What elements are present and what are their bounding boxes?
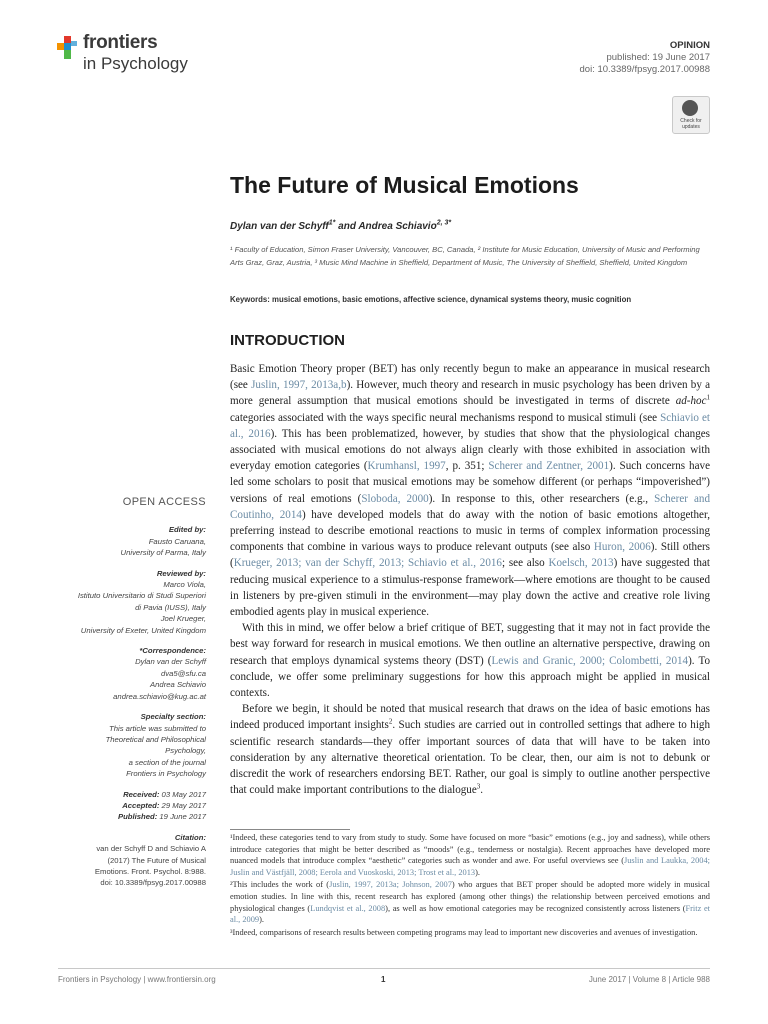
article-title: The Future of Musical Emotions xyxy=(230,172,579,198)
text-run: ). xyxy=(475,867,480,877)
published-label: Published: xyxy=(117,812,158,822)
citation-link[interactable]: Fritz et al., 2009 xyxy=(230,903,710,925)
authors xyxy=(230,221,451,232)
citation-link[interactable]: Koelsch, 2013 xyxy=(548,557,614,570)
text-run: ). Still others ( xyxy=(230,541,711,570)
keywords: Keywords: musical emotions, basic emotions, affective science, dynamical systems theory, music cognition xyxy=(230,295,632,304)
citation-link[interactable]: Juslin, 1997, 2013a,b xyxy=(251,379,347,392)
citation-link[interactable]: Scherer and Zentner, 2001 xyxy=(488,460,610,473)
citation-line[interactable]: doi: 10.3389/fpsyg.2017.00988 xyxy=(100,878,206,888)
citation xyxy=(58,832,206,889)
accepted-date: 29 May 2017 xyxy=(159,800,206,810)
frontiers-logo-icon xyxy=(57,36,79,60)
footnote-2 xyxy=(230,879,710,925)
footnote-divider xyxy=(230,829,350,830)
text-run: ¹Indeed, these categories tend to vary from study to study. Some have focused on more “basic” emotions (e.g., joy and sadness), while others introduce categories that might be better described as “moods” (e.g., tenderness or nostalgia). Recent approaches have developed more nuanced models that introduce complex “aesthetic” categories such as wonder and awe. For useful overviews see ( xyxy=(230,833,710,866)
authors-and[interactable]: and Andrea Schiavio xyxy=(335,221,437,232)
editor-line: University of Parma, Italy xyxy=(120,548,206,558)
author-2-affil: 2, 3* xyxy=(436,219,452,227)
footer-journal[interactable]: Frontiers in Psychology | www.frontiersin.org xyxy=(58,975,216,984)
reviewed-by xyxy=(58,568,206,636)
check-for-updates-badge[interactable] xyxy=(672,96,710,134)
correspondence xyxy=(58,645,206,702)
text-run-italic: ad-hoc xyxy=(675,395,707,408)
footnote-ref[interactable]: 2 xyxy=(388,717,393,726)
footnotes xyxy=(230,832,710,939)
text-run: . xyxy=(480,784,484,797)
specialty-line: Frontiers in Psychology xyxy=(126,769,206,779)
section-heading: INTRODUCTION xyxy=(230,332,345,349)
published-row xyxy=(58,811,206,822)
citation-label: Citation: xyxy=(174,832,206,842)
specialty-label: Specialty section: xyxy=(140,712,206,722)
specialty-line: Theoretical and Philosophical xyxy=(105,734,206,744)
footer-issue: June 2017 | Volume 8 | Article 988 xyxy=(588,975,710,984)
specialty-line: a section of the journal xyxy=(128,757,206,767)
article-meta xyxy=(580,40,710,76)
citation-link[interactable]: Lundqvist et al., 2008 xyxy=(310,903,386,913)
open-access-label: OPEN ACCESS xyxy=(122,496,206,508)
text-run: ; see also xyxy=(501,557,549,570)
citation-link[interactable]: Sloboda, 2000 xyxy=(361,492,429,505)
citation-link[interactable]: Krueger, 2013; van der Schyff, 2013; Schiavio et al., 2016 xyxy=(233,557,502,570)
received-label: Received: xyxy=(123,789,160,799)
text-run: , p. 351; xyxy=(445,460,489,473)
text-run: Basic Emotion Theory proper (BET) has only recently begun to make an appearance in musical research (see xyxy=(230,363,710,392)
citation-link[interactable]: Juslin, 1997, 2013a; Johnson, 2007 xyxy=(329,880,452,890)
author-1-affil: 1* xyxy=(328,219,336,227)
citation-link[interactable]: Krumhansl, 1997 xyxy=(367,460,446,473)
published-date-sidebar: 19 June 2017 xyxy=(157,812,206,822)
footer-divider xyxy=(58,968,710,969)
reviewer-line: di Pavia (IUSS), Italy xyxy=(135,602,206,612)
citation-link[interactable]: Juslin and Laukka, 2004; Juslin and Västfjäll, 2008; Eerola and Vuoskoski, 2013; Trost et al., 2013 xyxy=(230,856,710,877)
citation-link[interactable]: Schiavio et al., 2016 xyxy=(230,411,710,440)
text-run: ²This includes the work of ( xyxy=(230,880,330,890)
published-date: published: 19 June 2017 xyxy=(606,52,710,63)
footnote-1 xyxy=(230,832,710,878)
text-run: ) have developed models that do away with the notion of basic emotions altogether, preferring instead to describe emotional reactions to music in terms of complex information processing components that combine in various ways to produce relevant outputs (see also xyxy=(230,508,710,554)
text-run: ). To conclude, we offer some preliminary suggestions for how this approach might be applied in musical contexts. xyxy=(230,654,711,700)
citation-line: van der Schyff D and Schiavio A xyxy=(96,844,206,854)
brand-name: frontiers xyxy=(83,32,158,53)
dates xyxy=(58,789,206,823)
accepted-row xyxy=(58,800,206,811)
text-run: categories associated with the ways specific neural mechanisms respond to musical stimuli (see xyxy=(230,411,661,424)
correspondent-name: Andrea Schiavio xyxy=(150,680,206,690)
reviewer-line: University of Exeter, United Kingdom xyxy=(80,625,206,635)
text-run: ) who argues that BET proper should be adopted more widely in musical emotion studies. In line with this, recent research has explored (among other things) the relationship between perceived emotions and physiological changes ( xyxy=(230,880,710,913)
paragraph-1 xyxy=(230,361,710,620)
citation-link[interactable]: Lewis and Granic, 2000; Colombetti, 2014 xyxy=(491,654,689,667)
text-run: ). However, much theory and research in music psychology has been driven by a more general assumption that musical emotions should be investigated in terms of discrete xyxy=(230,379,711,408)
received-row xyxy=(58,789,206,800)
paragraph-2 xyxy=(230,620,710,701)
edited-by-label: Edited by: xyxy=(168,525,206,535)
article-body xyxy=(230,361,710,798)
author-1[interactable]: Dylan van der Schyff xyxy=(230,221,329,232)
edited-by xyxy=(58,524,206,558)
citation-link[interactable]: Huron, 2006 xyxy=(593,541,651,554)
specialty-line: Psychology, xyxy=(165,746,206,756)
reviewer-line: Joel Krueger, xyxy=(160,614,206,624)
reviewed-by-label: Reviewed by: xyxy=(156,568,206,578)
reviewer-line: Marco Viola, xyxy=(163,580,206,590)
article-type: OPINION xyxy=(669,40,710,51)
specialty-section xyxy=(58,711,206,779)
check-updates-icon xyxy=(682,100,698,116)
text-run: ). This has been problematized, however, by studies that show that the physiological changes associated with musical emotions do not always align clearly with those exhibited in association with everyday emotion categories ( xyxy=(230,427,710,473)
text-run: ). xyxy=(259,915,264,925)
article-sidebar xyxy=(58,497,206,898)
frontiers-logo[interactable] xyxy=(57,32,217,82)
received-date: 03 May 2017 xyxy=(159,789,206,799)
footnote-3: ³Indeed, comparisons of research results between competing programs may lead to important new discoveries and avenues of investigation. xyxy=(230,927,698,937)
text-run: Before we begin, it should be noted that musical research that draws on the idea of basic emotions has indeed produced important insights xyxy=(230,703,710,732)
paragraph-3 xyxy=(230,701,710,798)
text-run: ) have suggested that reducing musical experience to a stimulus-response framework—where emotions are thought to be caused in listeners by pre-given stimuli in the environment—may play down the active and creative role living embodied agents play in musical experience. xyxy=(230,557,710,619)
page-number: 1 xyxy=(381,975,386,984)
citation-link[interactable]: Scherer and Coutinho, 2014 xyxy=(230,492,711,521)
correspondent-email[interactable]: andrea.schiavio@kug.ac.at xyxy=(113,691,206,701)
text-run: With this in mind, we offer below a brief critique of BET, suggesting that it may not in fact provide the best way forward for research in musical emotions. We then outline an alternative perspective, drawing on research that employs dynamical systems theory (DST) ( xyxy=(230,622,710,667)
footnote-ref[interactable]: 1 xyxy=(706,393,710,402)
footnote-ref[interactable]: 3 xyxy=(476,782,481,791)
correspondence-label: *Correspondence: xyxy=(139,646,206,656)
editor-line: Fausto Caruana, xyxy=(148,536,206,546)
citation-line: Emotions. Front. Psychol. 8:988. xyxy=(94,866,206,876)
doi[interactable]: doi: 10.3389/fpsyg.2017.00988 xyxy=(579,64,710,75)
affiliations: ¹ Faculty of Education, Simon Fraser University, Vancouver, BC, Canada, ² Institute for Music Education, University of Music and Performing Arts Graz, Graz, Austria, ³ Music Mind Machine in Sheffield, Department of Music, The University of Sheffield, Sheffield, United Kingdom xyxy=(230,245,700,267)
text-run: ), as well as how emotional categories may be recognized consistently across listeners ( xyxy=(385,903,686,913)
text-run: . Such studies are carried out in controlled settings that adhere to high scientific research standards—they offer important sources of data that will have to be taken into consideration by any alternative theoretical orientation. To be clear, then, our aim is not to debunk or discredit the work of researchers endorsing BET. Rather, our goal is simply to outline another perspective that could make important contributions to the dialogue xyxy=(230,719,710,797)
reviewer-line: Istituto Universitario di Studi Superiori xyxy=(77,591,206,601)
check-updates-label: Check for updates xyxy=(680,118,702,130)
correspondent-name: Dylan van der Schyff xyxy=(135,657,206,667)
journal-name: in Psychology xyxy=(83,54,188,73)
accepted-label: Accepted: xyxy=(122,800,160,810)
citation-line: (2017) The Future of Musical xyxy=(107,855,206,865)
correspondent-email[interactable]: dva5@sfu.ca xyxy=(161,668,206,678)
text-run: ). Such concerns have led some scholars to posit that musical emotions may be somehow different (or perhaps “impoverished”) versions of real emotions ( xyxy=(230,460,710,505)
specialty-line: This article was submitted to xyxy=(109,723,206,733)
text-run: ). In response to this, other researchers (e.g., xyxy=(428,492,655,505)
